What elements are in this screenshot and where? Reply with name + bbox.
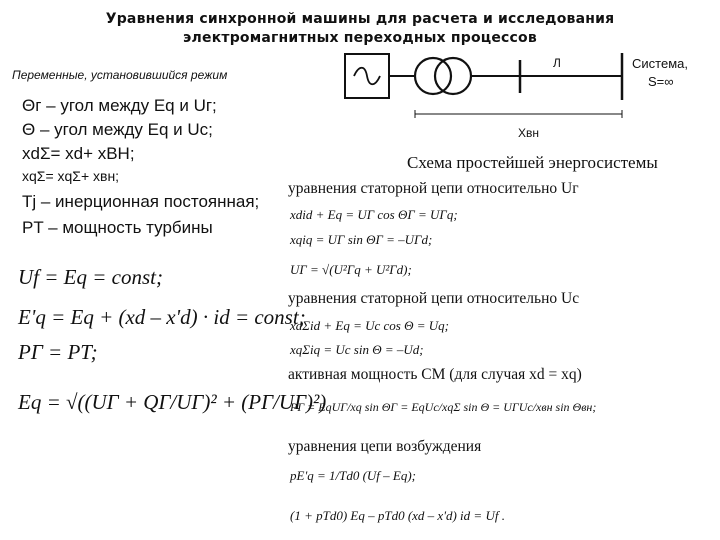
section-active-power: активная мощность СМ (для случая xd = xq) — [288, 366, 582, 383]
formula-uf: Uf = Eq = const; — [18, 265, 163, 289]
equation-stator-uc-d: xdΣid + Eq = Uc cos Θ = Uq; — [290, 318, 449, 333]
equation-active-power: PГ = EqUГ/xq sin ΘГ = EqUc/xqΣ sin Θ = UГUc/xвн sin Θвн; — [290, 400, 597, 414]
equation-excitation-1: pE'q = 1/Td0 (Uf – Eq); — [290, 468, 417, 483]
title-line-1: Уравнения синхронной машины для расчета и исследования — [105, 11, 615, 27]
formula-pg: PГ = PT; — [18, 340, 98, 364]
xvn-label: Xвн — [518, 126, 540, 140]
equation-ug-magnitude: UГ = √(U²Гq + U²Гd); — [290, 262, 412, 277]
equation-stator-uc-q: xqΣiq = Uc sin Θ = –Ud; — [290, 342, 424, 357]
sine-icon — [354, 68, 380, 85]
definition-tj: Tj – инерционная постоянная; — [22, 192, 260, 211]
transformer-winding-1 — [415, 58, 451, 94]
definition-xq-sigma: xqΣ= xqΣ+ xвн; — [22, 168, 120, 184]
section-stator-ug: уравнения статорной цепи относительно Uг — [288, 180, 579, 197]
line-label: Л — [553, 56, 561, 70]
equation-stator-d: xdid + Eq = UГ cos ΘГ = UГq; — [290, 207, 458, 222]
section-excitation: уравнения цепи возбуждения — [288, 438, 482, 455]
equation-stator-q: xqiq = UГ sin ΘГ = –UГd; — [290, 232, 433, 247]
title-line-2: электромагнитных переходных процессов — [183, 30, 537, 46]
definition-theta-g: Θг – угол между Eq и Uг; — [22, 96, 217, 115]
formula-eq-sqrt: Eq = √((UГ + QГ/UГ)² + (PГ/UГ)²) — [18, 390, 327, 414]
system-power-label: S=∞ — [648, 74, 674, 89]
section-stator-uc: уравнения статорной цепи относительно Uc — [288, 290, 580, 307]
system-label: Система, — [632, 56, 688, 71]
definition-xd-sigma: xdΣ= xd+ xBH; — [22, 144, 135, 163]
equation-excitation-2: (1 + pTd0) Eq – pTd0 (xd – x'd) id = Uf . — [290, 508, 505, 523]
transformer-winding-2 — [435, 58, 471, 94]
definition-pt: PT – мощность турбины — [22, 218, 213, 237]
scheme-caption: Схема простейшей энергосистемы — [407, 153, 658, 172]
formula-eq-prime: E'q = Eq + (xd – x'd) · id = const; — [18, 305, 306, 329]
definition-theta: Θ – угол между Eq и Uc; — [22, 120, 213, 139]
variables-header: Переменные, установившийся режим — [12, 68, 228, 82]
page-title — [0, 10, 720, 48]
